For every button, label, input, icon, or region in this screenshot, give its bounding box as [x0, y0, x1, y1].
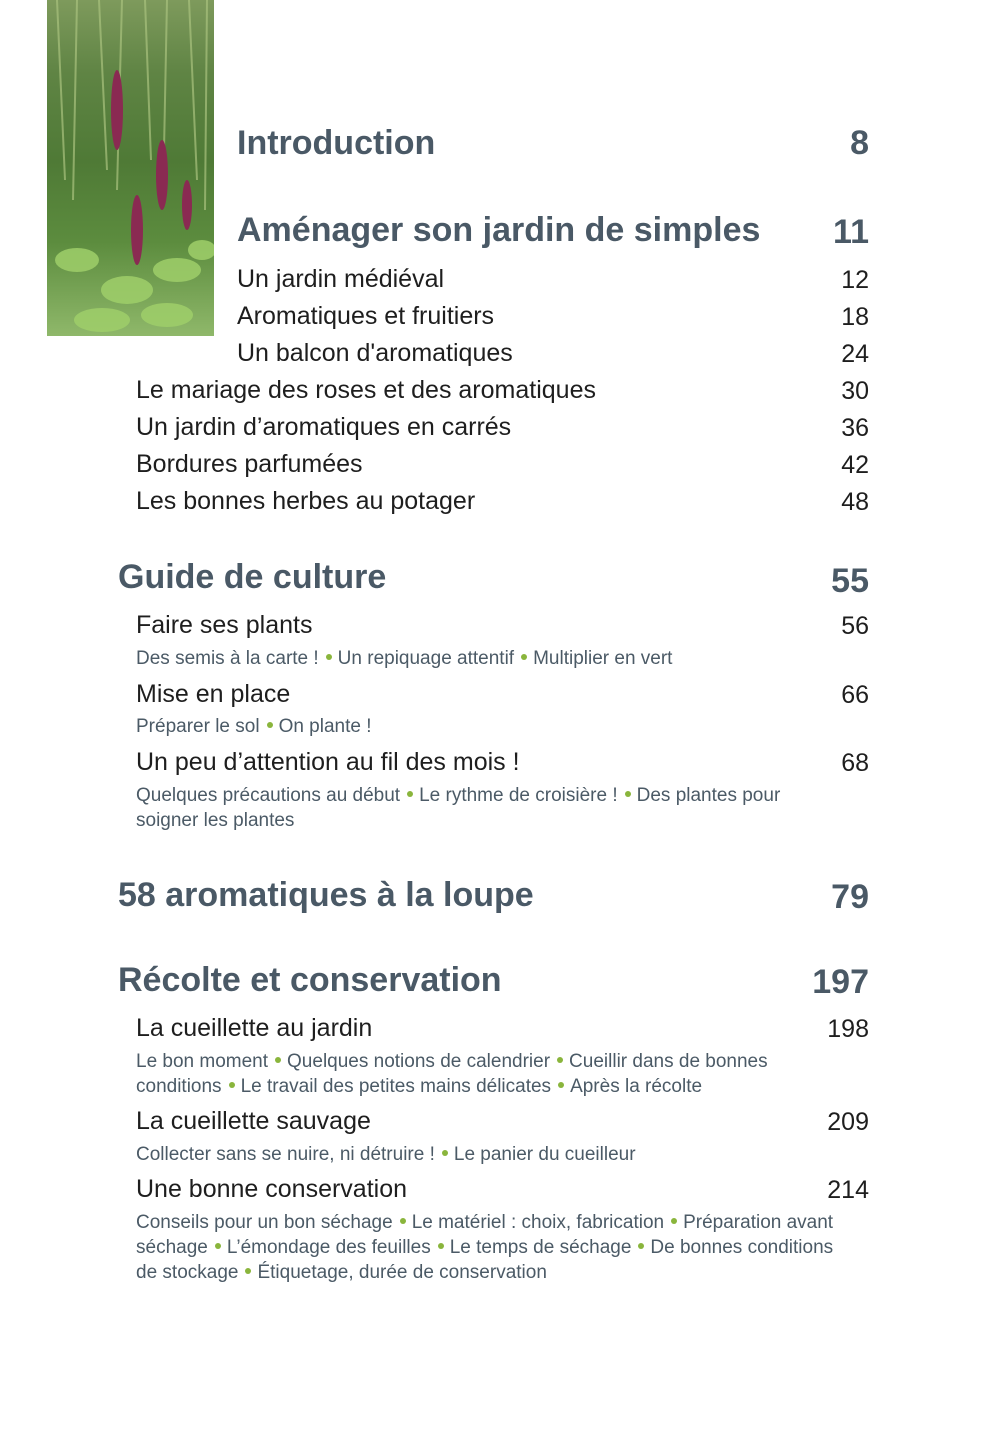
- toc-intro-page: 8: [850, 124, 869, 162]
- toc-section-page: 56: [841, 612, 869, 640]
- bullet-dot-icon: [638, 1243, 644, 1249]
- toc-subsection-list: [136, 646, 836, 671]
- toc-subsection[interactable]: Préparation avant séchage: [136, 1212, 834, 1258]
- toc-section-page: 198: [827, 1015, 869, 1043]
- toc-subsection[interactable]: Après la récolte: [570, 1076, 703, 1097]
- toc-section-page: 24: [841, 340, 869, 368]
- toc-subsection[interactable]: Le travail des petites mains délicates: [240, 1076, 552, 1097]
- toc-section-title[interactable]: Faire ses plants: [136, 611, 313, 639]
- toc-section-page: 209: [827, 1108, 869, 1136]
- toc-subsection[interactable]: Étiquetage, durée de conservation: [257, 1262, 547, 1283]
- toc-section-title[interactable]: Un jardin médiéval: [237, 265, 445, 293]
- toc-subsection[interactable]: Le matériel : choix, fabrication: [411, 1212, 665, 1233]
- toc-subsection[interactable]: On plante !: [278, 716, 372, 737]
- toc-section-page: 68: [841, 749, 869, 777]
- toc-intro-title[interactable]: Introduction: [237, 124, 436, 162]
- bullet-dot-icon: [267, 722, 273, 728]
- toc-section-title[interactable]: La cueillette sauvage: [136, 1107, 371, 1135]
- toc-subsection[interactable]: Un repiquage attentif: [337, 648, 515, 669]
- toc-chapter4-page: 197: [812, 963, 869, 1001]
- toc-section-page: 214: [827, 1176, 869, 1204]
- toc-subsection-list: [136, 783, 836, 833]
- toc-subsection[interactable]: Collecter sans se nuire, ni détruire !: [136, 1144, 435, 1165]
- toc-section-page: 36: [841, 414, 869, 442]
- toc-section-title[interactable]: Aromatiques et fruitiers: [237, 302, 495, 330]
- bullet-dot-icon: [438, 1243, 444, 1249]
- toc-subsection-list: [136, 1210, 836, 1285]
- bullet-dot-icon: [521, 654, 527, 660]
- toc-chapter3-title[interactable]: 58 aromatiques à la loupe: [118, 876, 534, 914]
- toc-section-title[interactable]: Mise en place: [136, 680, 291, 708]
- toc-subsection[interactable]: Préparer le sol: [136, 716, 260, 737]
- toc-section-page: 18: [841, 303, 869, 331]
- bullet-dot-icon: [442, 1150, 448, 1156]
- bullet-dot-icon: [671, 1218, 677, 1224]
- toc-subsection-list: [136, 1049, 836, 1099]
- toc-chapter1-title[interactable]: Aménager son jardin de simples: [237, 211, 761, 249]
- toc-chapter1-page: 11: [833, 213, 869, 251]
- toc-subsection[interactable]: Le temps de séchage: [449, 1237, 632, 1258]
- bullet-dot-icon: [400, 1218, 406, 1224]
- bullet-dot-icon: [215, 1243, 221, 1249]
- toc-subsection-list: [136, 714, 836, 739]
- toc-section-page: 66: [841, 681, 869, 709]
- bullet-dot-icon: [275, 1057, 281, 1063]
- bullet-dot-icon: [326, 654, 332, 660]
- toc-subsection[interactable]: Quelques notions de calendrier: [287, 1051, 551, 1072]
- toc-chapter2-title[interactable]: Guide de culture: [118, 558, 387, 596]
- toc-section-page: 12: [841, 266, 869, 294]
- toc-section-title[interactable]: Les bonnes herbes au potager: [136, 487, 476, 515]
- toc-section-title[interactable]: La cueillette au jardin: [136, 1014, 373, 1042]
- toc-subsection[interactable]: Conseils pour un bon séchage: [136, 1212, 393, 1233]
- garden-plant-photo: [47, 0, 214, 336]
- toc-subsection[interactable]: Le rythme de croisière !: [419, 785, 618, 806]
- toc-section-title[interactable]: Une bonne conservation: [136, 1175, 408, 1203]
- toc-chapter4-title[interactable]: Récolte et conservation: [118, 961, 502, 999]
- toc-subsection[interactable]: Des plantes pour soigner les plantes: [136, 785, 781, 831]
- toc-subsection[interactable]: Quelques précautions au début: [136, 785, 401, 806]
- toc-subsection[interactable]: Cueillir dans de bonnes conditions: [136, 1051, 768, 1097]
- toc-subsection[interactable]: Le bon moment: [136, 1051, 269, 1072]
- toc-section-title[interactable]: Un jardin d’aromatiques en carrés: [136, 413, 512, 441]
- toc-section-title[interactable]: Un peu d’attention au fil des mois !: [136, 748, 520, 776]
- toc-subsection-list: [136, 1142, 836, 1167]
- toc-section-title[interactable]: Le mariage des roses et des aromatiques: [136, 376, 596, 404]
- toc-subsection[interactable]: De bonnes conditions de stockage: [136, 1237, 834, 1283]
- toc-section-title[interactable]: Un balcon d'aromatiques: [237, 339, 513, 367]
- toc-section-title[interactable]: Bordures parfumées: [136, 450, 363, 478]
- toc-subsection[interactable]: Le panier du cueilleur: [453, 1144, 636, 1165]
- toc-chapter2-page: 55: [831, 562, 869, 600]
- bullet-dot-icon: [245, 1268, 251, 1274]
- bullet-dot-icon: [558, 1082, 564, 1088]
- toc-chapter3-page: 79: [831, 878, 869, 916]
- toc-subsection[interactable]: Des semis à la carte !: [136, 648, 319, 669]
- bullet-dot-icon: [407, 791, 413, 797]
- bullet-dot-icon: [229, 1082, 235, 1088]
- bullet-dot-icon: [557, 1057, 563, 1063]
- bullet-dot-icon: [625, 791, 631, 797]
- toc-subsection[interactable]: L’émondage des feuilles: [226, 1237, 431, 1258]
- toc-section-page: 42: [841, 451, 869, 479]
- toc-section-page: 48: [841, 488, 869, 516]
- toc-subsection[interactable]: Multiplier en vert: [533, 648, 673, 669]
- toc-section-page: 30: [841, 377, 869, 405]
